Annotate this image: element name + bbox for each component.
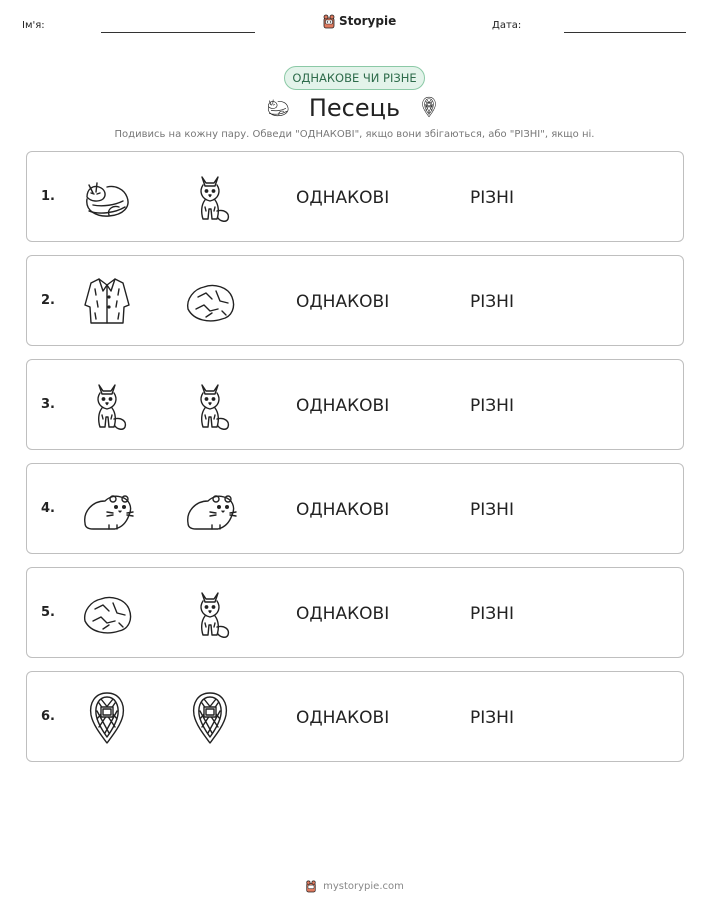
question-row: [26, 567, 684, 658]
snowshoe-icon: [182, 691, 238, 745]
rock-icon: [182, 275, 238, 329]
arctic-fox-icon: [79, 379, 135, 433]
question-number: 4.: [41, 501, 55, 516]
sleeping-fox-icon: [79, 171, 135, 225]
name-line[interactable]: [101, 32, 255, 33]
logo-text: Storypie: [339, 14, 397, 28]
option-same[interactable]: ОДНАКОВІ: [296, 708, 390, 728]
question-row: [26, 151, 684, 242]
question-row: [26, 671, 684, 762]
question-number: 6.: [41, 709, 55, 724]
option-different[interactable]: РІЗНІ: [470, 396, 514, 416]
worksheet-type-badge: ОДНАКОВЕ ЧИ РІЗНЕ: [284, 66, 425, 90]
option-different[interactable]: РІЗНІ: [470, 500, 514, 520]
option-same[interactable]: ОДНАКОВІ: [296, 604, 390, 624]
date-line[interactable]: [564, 32, 686, 33]
option-same[interactable]: ОДНАКОВІ: [296, 292, 390, 312]
option-same[interactable]: ОДНАКОВІ: [296, 188, 390, 208]
date-label: Дата:: [492, 20, 522, 31]
question-number: 1.: [41, 189, 55, 204]
storypie-mascot-icon: [305, 879, 317, 893]
footer-url: mystorypie.com: [323, 880, 404, 892]
option-different[interactable]: РІЗНІ: [470, 604, 514, 624]
name-label: Ім'я:: [22, 20, 45, 31]
storypie-mascot-icon: [322, 13, 336, 29]
arctic-fox-icon: [182, 171, 238, 225]
fur-coat-icon: [79, 275, 135, 329]
option-different[interactable]: РІЗНІ: [470, 188, 514, 208]
footer: [0, 879, 709, 893]
lemming-icon: [79, 483, 135, 537]
rock-icon: [79, 587, 135, 641]
option-different[interactable]: РІЗНІ: [470, 292, 514, 312]
question-row: [26, 359, 684, 450]
arctic-fox-icon: [182, 587, 238, 641]
snowshoe-icon: [418, 92, 440, 122]
instructions: Подивись на кожну пару. Обведи "ОДНАКОВІ", якщо вони збігаються, або "РІЗНІ", якщо ні.: [114, 129, 595, 140]
question-row: [26, 463, 684, 554]
question-number: 5.: [41, 605, 55, 620]
question-number: 2.: [41, 293, 55, 308]
question-row: [26, 255, 684, 346]
arctic-fox-icon: [182, 379, 238, 433]
lemming-icon: [182, 483, 238, 537]
option-same[interactable]: ОДНАКОВІ: [296, 396, 390, 416]
snowshoe-icon: [79, 691, 135, 745]
option-same[interactable]: ОДНАКОВІ: [296, 500, 390, 520]
page-title: Песець: [308, 94, 401, 122]
option-different[interactable]: РІЗНІ: [470, 708, 514, 728]
question-number: 3.: [41, 397, 55, 412]
storypie-logo: [322, 13, 396, 29]
